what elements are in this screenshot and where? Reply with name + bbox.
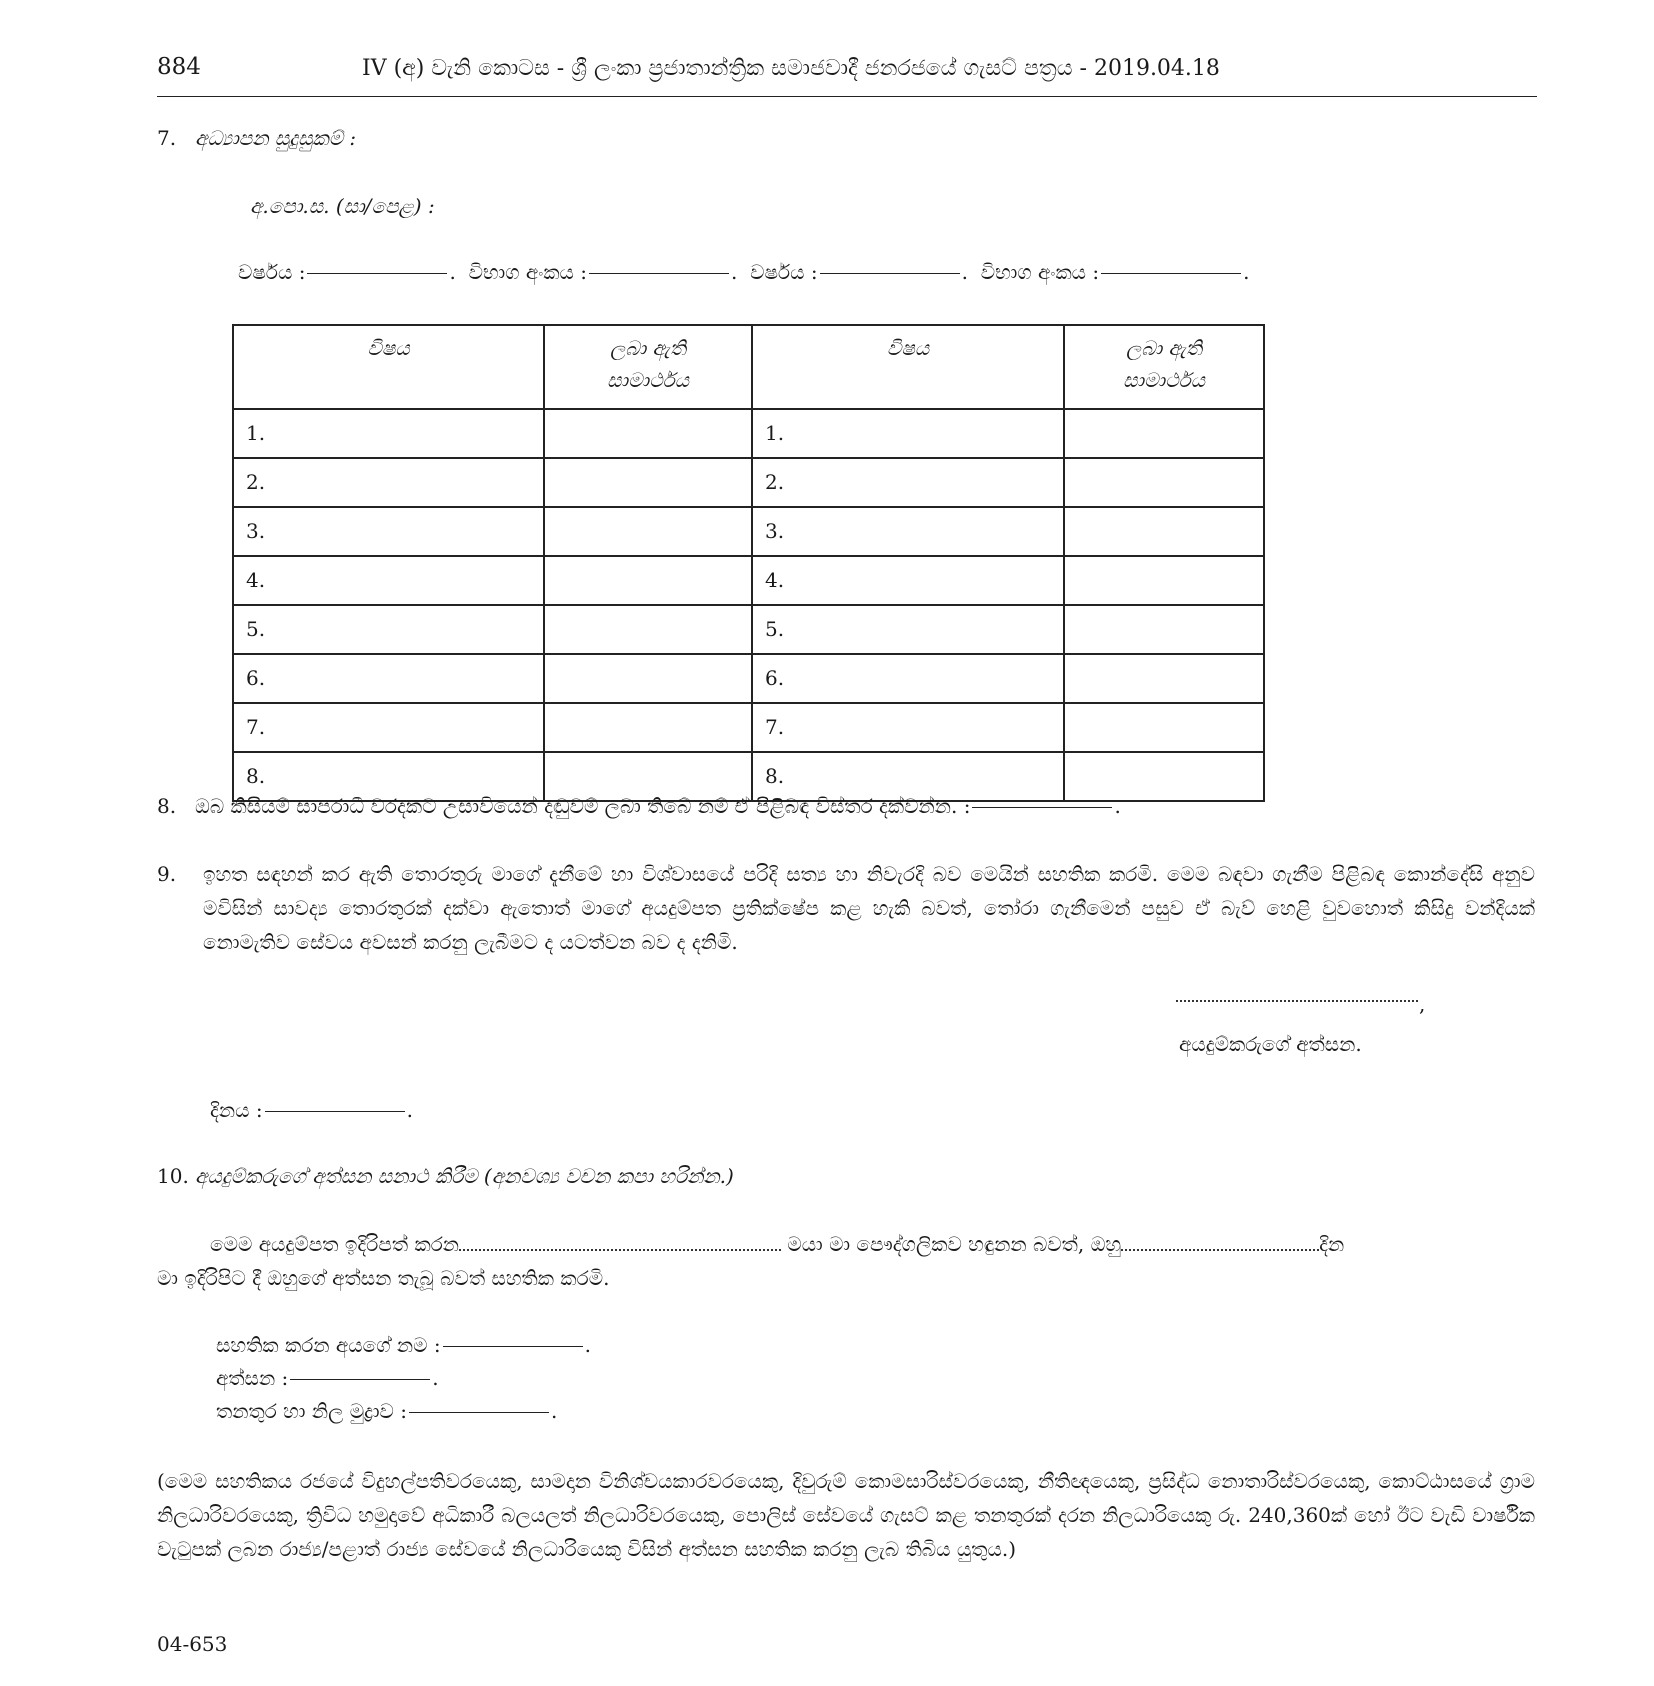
education-qualifications-label: අධ්‍යාපන සුදුසුකම් : xyxy=(195,126,357,150)
subject-cell-left[interactable]: 7. xyxy=(233,703,544,752)
grade-cell-right[interactable] xyxy=(1064,458,1264,507)
grade-cell-left[interactable] xyxy=(544,458,752,507)
certifier-signature-blank[interactable] xyxy=(290,1379,430,1380)
subject-cell-right[interactable]: 8. xyxy=(752,752,1064,801)
signature-comma: , xyxy=(1419,992,1426,1016)
section-10-number: 10. xyxy=(157,1164,189,1188)
subject-cell-left[interactable]: 4. xyxy=(233,556,544,605)
ol-exam-label: අ.පො.ස. (සා/පෙළ) : xyxy=(250,194,435,218)
criminal-record-blank[interactable] xyxy=(972,807,1112,808)
year-label-1: වර්ෂය : xyxy=(238,260,306,284)
grade-cell-right[interactable] xyxy=(1064,409,1264,458)
subject-cell-right[interactable]: 7. xyxy=(752,703,1064,752)
gazette-title: IV (අ) වැනි කොටස - ශ්‍රී ලංකා ප්‍රජාතාන්ත්‍රික සමාජවාදී ජනරජයේ ගැසට් පත්‍රය - 2019.04.18 xyxy=(362,56,1220,81)
header-subject-2: විෂය xyxy=(752,325,1064,409)
header-grade-1: ලබා ඇති සාමාර්ථය xyxy=(544,325,752,409)
grade-cell-left[interactable] xyxy=(544,507,752,556)
grade-cell-left[interactable] xyxy=(544,703,752,752)
subject-cell-left[interactable]: 2. xyxy=(233,458,544,507)
grade-cell-left[interactable] xyxy=(544,409,752,458)
attestation-text-3: දින xyxy=(1319,1232,1345,1256)
grade-cell-left[interactable] xyxy=(544,605,752,654)
applicant-signature-label: අයදුම්කරුගේ අත්සන. xyxy=(1179,1032,1362,1056)
attestation-line-1 xyxy=(210,1232,1344,1256)
grade-cell-right[interactable] xyxy=(1064,556,1264,605)
section-7-number: 7. xyxy=(157,126,177,150)
criminal-record-question: ඔබ කිසියම් සාපරාධී වරදකට උසාවියෙන් දඬුවම් ලබා තිබේ නම් ඒ පිළිබඳ විස්තර දක්වන්න. : xyxy=(195,794,971,818)
date-label: දිනය : xyxy=(210,1098,263,1122)
table-row xyxy=(233,703,1264,752)
attestation-text-1: මෙම අයදුම්පත ඉදිරිපත් කරන xyxy=(210,1232,460,1256)
page-header xyxy=(157,50,1537,97)
section-9-number: 9. xyxy=(157,862,177,886)
table-row xyxy=(233,458,1264,507)
section-8-number: 8. xyxy=(157,794,177,818)
attestation-date-dots[interactable] xyxy=(1121,1249,1319,1251)
grade-cell-right[interactable] xyxy=(1064,703,1264,752)
grade-cell-right[interactable] xyxy=(1064,605,1264,654)
certifier-position-label: තනතුර හා නිල මුද්‍රාව : xyxy=(216,1399,408,1423)
index-label-2: විභාග අංකය : xyxy=(980,260,1100,284)
certifier-name-line: සහතික කරන අයගේ නම : . xyxy=(216,1333,591,1357)
index-blank-2[interactable] xyxy=(1101,273,1241,274)
certifier-signature-label: අත්සන : xyxy=(216,1366,289,1390)
index-label-1: විභාග අංකය : xyxy=(468,260,588,284)
certifier-name-blank[interactable] xyxy=(443,1346,583,1347)
table-row xyxy=(233,507,1264,556)
subject-cell-left[interactable]: 8. xyxy=(233,752,544,801)
signature-dotted-line[interactable] xyxy=(1176,1000,1418,1002)
index-blank-1[interactable] xyxy=(589,273,729,274)
table-header-row xyxy=(233,325,1264,409)
subject-cell-right[interactable]: 4. xyxy=(752,556,1064,605)
applicant-name-dots[interactable] xyxy=(459,1249,781,1251)
table-row xyxy=(233,605,1264,654)
section-10-heading xyxy=(157,1164,734,1188)
table-row xyxy=(233,654,1264,703)
subject-cell-left[interactable]: 5. xyxy=(233,605,544,654)
section-8: 8. ඔබ කිසියම් සාපරාධී වරදකට උසාවියෙන් දඬුවම් ලබා තිබේ නම් ඒ පිළිබඳ විස්තර දක්වන්න. : . xyxy=(157,794,1121,818)
page-number: 884 xyxy=(157,54,201,80)
grade-cell-left[interactable] xyxy=(544,556,752,605)
date-line: දිනය : . xyxy=(210,1098,413,1122)
grade-cell-right[interactable] xyxy=(1064,507,1264,556)
certifier-name-label: සහතික කරන අයගේ නම : xyxy=(216,1333,441,1357)
table-row xyxy=(233,409,1264,458)
attestation-text-2: මයා මා පෞද්ගලිකව හඳුනන බවත්, ඔහු xyxy=(787,1232,1122,1256)
subject-cell-right[interactable]: 1. xyxy=(752,409,1064,458)
attestation-line-2: මා ඉදිරිපිට දී ඔහුගේ අත්සන තැබූ බවත් සහතික කරමි. xyxy=(157,1266,610,1290)
declaration-paragraph: ඉහත සඳහන් කර ඇති තොරතුරු මාගේ දැනීමේ හා විශ්වාසයේ පරිදි සත්‍ය හා නිවැරදි බව මෙයින් සහතික කරමි. මෙම බඳවා ගැනීම පිළිබඳ කොන්දේසි අනුව මවිසින් සාවද්‍ය තොරතුරක් දක්වා ඇතොත් මාගේ අයදුම්පත ප්‍රතික්ෂේප කළ හැකි බවත්, තෝරා ගැනීමෙන් පසුව ඒ බැව් හෙළි වුවහොත් කිසිදු වන්දියක් නොමැතිව සේවය අවසන් කරනු ලැබීමට ද යටත්වන බව ද දනිමි. xyxy=(203,862,1535,954)
attestation-footnote: (මෙම සහතිකය රජයේ විදුහල්පතිවරයෙකු, සාමදාන විනිශ්චයකාරවරයෙකු, දිවුරුම් කොමසාරිස්වරයෙකු, නීතිඥයෙකු, ප්‍රසිද්ධ නොතාරිස්වරයෙකු, කොට්ඨාසයේ ග්‍රාම නිලධාරිවරයෙකු, ත්‍රිවිධ හමුදාවේ අධිකාරී බලයලත් නිලධාරිවරයෙකු, පොලිස් සේවයේ ගැසට් කළ තනතුරක් දරන නිලධාරියෙකු රු. 240,360ක් හෝ ඊට වැඩි වාර්ෂික වැටුපක් ලබන රාජ්‍ය/පළාත් රාජ්‍ය සේවයේ නිලධාරියෙකු විසින් අත්සන සහතික කරනු ලැබ තිබිය යුතුය.) xyxy=(157,1469,1535,1561)
year-label-2: වර්ෂය : xyxy=(750,260,818,284)
year-blank-1[interactable] xyxy=(307,273,447,274)
header-subject-1: විෂය xyxy=(233,325,544,409)
section-7-heading xyxy=(157,126,356,150)
exam-year-index-line: වර්ෂය : . විභාග අංකය : . වර්ෂය : . විභාග අංකය : . xyxy=(238,260,1250,284)
certifier-position-blank[interactable] xyxy=(409,1412,549,1413)
subject-cell-left[interactable]: 1. xyxy=(233,409,544,458)
footer-code: 04-653 xyxy=(157,1632,228,1656)
date-blank[interactable] xyxy=(265,1111,405,1112)
subject-cell-left[interactable]: 6. xyxy=(233,654,544,703)
signature-attestation-heading: අයදුම්කරුගේ අත්සන සනාථ කිරීම (අනවශ්‍ය වචන කපා හරින්න.) xyxy=(195,1164,734,1188)
subject-cell-right[interactable]: 6. xyxy=(752,654,1064,703)
subject-cell-left[interactable]: 3. xyxy=(233,507,544,556)
subject-cell-right[interactable]: 3. xyxy=(752,507,1064,556)
ol-results-table xyxy=(232,324,1265,802)
grade-cell-left[interactable] xyxy=(544,654,752,703)
table-row xyxy=(233,556,1264,605)
subject-cell-right[interactable]: 2. xyxy=(752,458,1064,507)
certifier-position-line: තනතුර හා නිල මුද්‍රාව : . xyxy=(216,1399,558,1423)
certifier-signature-line: අත්සන : . xyxy=(216,1366,439,1390)
grade-cell-right[interactable] xyxy=(1064,654,1264,703)
year-blank-2[interactable] xyxy=(820,273,960,274)
header-grade-2: ලබා ඇති සාමාර්ථය xyxy=(1064,325,1264,409)
subject-cell-right[interactable]: 5. xyxy=(752,605,1064,654)
